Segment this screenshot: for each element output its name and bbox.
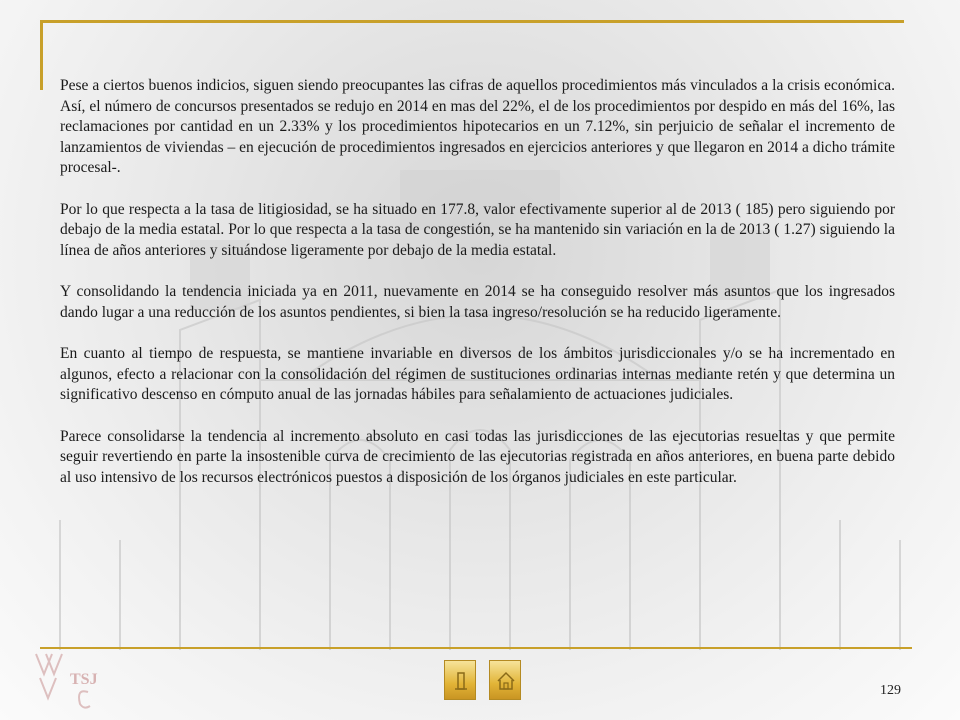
frame-left-line — [40, 20, 43, 90]
frame-top-line — [40, 20, 904, 23]
body-text — [60, 76, 895, 509]
frame-bottom-line — [40, 647, 912, 649]
index-icon — [445, 661, 477, 701]
home-button[interactable] — [489, 660, 521, 700]
paragraph-crisis-procedures: Pese a ciertos buenos indicios, siguen siendo preocupantes las cifras de aquellos procedimientos más vinculados a la crisis económica. Así, el número de concursos presentados se redujo en 2014 en mas del 22%, el de los procedimientos por despido en más del 16%, las reclamaciones por cantidad en un 2.33% y los procedimientos hipotecarios en un 7.12%, sin perjuicio de señalar el incremento de lanzamientos de viviendas – en ejecución de procedimientos ingresados en ejercicios anteriores y que llegaron en 2014 a dicho trámite procesal-. — [60, 77, 895, 176]
paragraph-enforcements: Parece consolidarse la tendencia al incremento absoluto en casi todas las jurisdicciones de las ejecutorias resueltas y que permite seguir revertiendo en parte la insostenible curva de crecimiento de las ejecutorias registrada en años anteriores, en buena parte debido al uso intensivo de los recursos electrónicos puestos a disposición de los órganos judiciales en este particular. — [60, 427, 895, 486]
paragraph-pending-cases: Y consolidando la tendencia iniciada ya en 2011, nuevamente en 2014 se ha conseguido resolver más asuntos que los ingresados dando lugar a una reducción de los asuntos pendientes, si bien la tasa ingreso/resolución se ha reducido ligeramente. — [60, 283, 895, 321]
logo-text: TSJ — [70, 671, 98, 688]
index-button[interactable] — [444, 660, 476, 700]
page-number: 129 — [880, 683, 901, 698]
paragraph-litigation-rate: Por lo que respecta a la tasa de litigiosidad, se ha situado en 177.8, valor efectivamente superior al de 2013 ( 185) pero siguiendo por debajo de la media estatal. Por lo que respecta a la tasa de congestión, se ha mantenido sin variación en la de 2013 ( 1.27) siguiendo la línea de años anteriores y situándose ligeramente por debajo de la media estatal. — [60, 200, 895, 259]
home-icon — [490, 661, 522, 701]
tsj-logo — [30, 648, 110, 712]
paragraph-response-time: En cuanto al tiempo de respuesta, se mantiene invariable en diversos de los ámbitos jurisdiccionales y/o se ha incrementado en algunos, efecto a relacionar con la consolidación del régimen de sustituciones ordinarias internas mediante retén y que determina un significativo descenso en cómputo anual de las jornadas hábiles para señalamiento de actuaciones judiciales. — [60, 345, 895, 403]
